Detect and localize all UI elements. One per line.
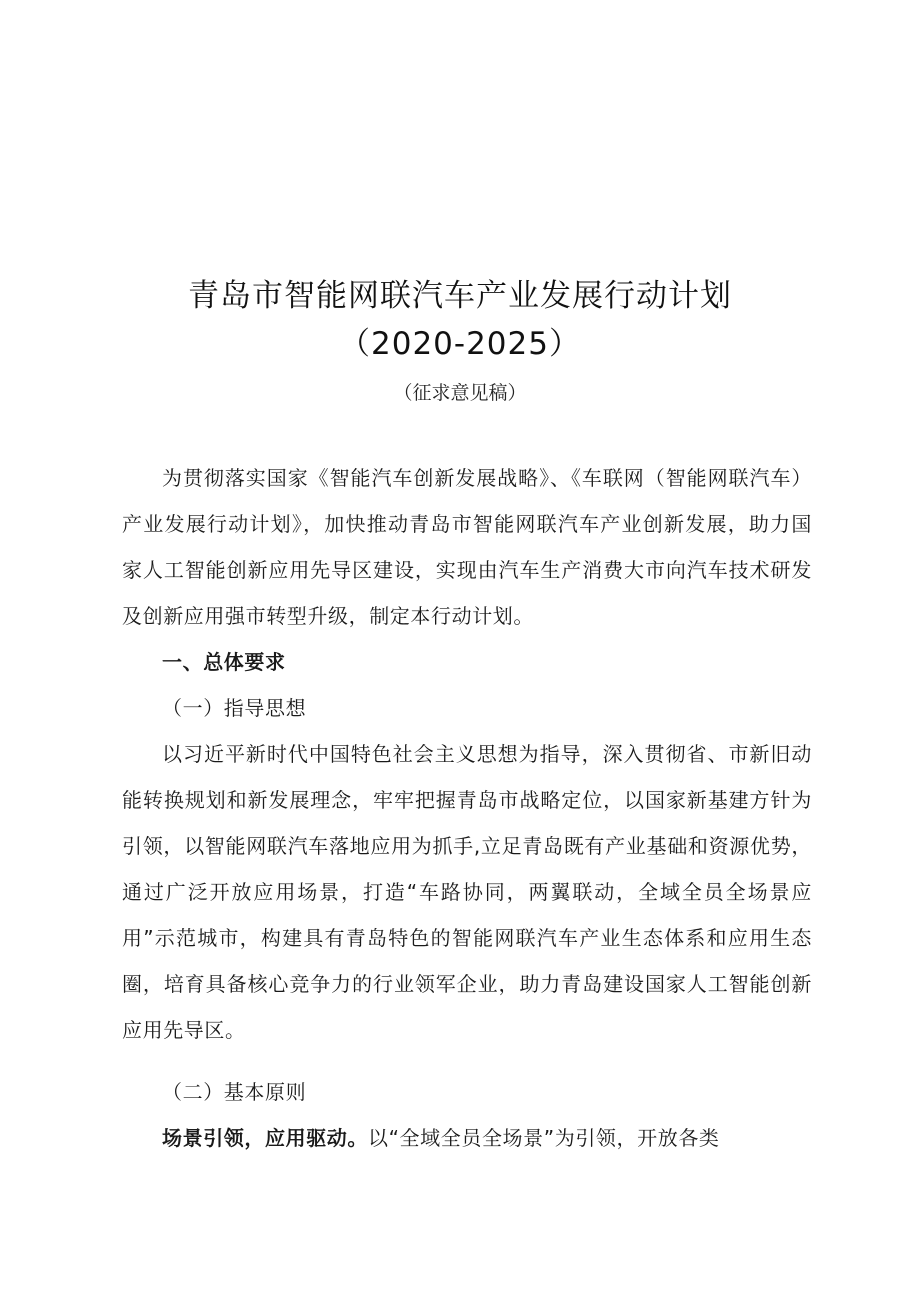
guiding-ideology-paragraph: 以习近平新时代中国特色社会主义思想为指导，深入贯彻省、市新旧动能转换规划和新发展理念，牢牢把握青岛市战略定位，以国家新基建方针为引领，以智能网联汽车落地应用为抓手,立足青岛既有产业基础和资源优势，通过广泛开放应用场景，打造“车路协同，两翼联动，全域全员全场景应用”示范城市，构建具有青岛特色的智能网联汽车产业生态体系和应用生态圈，培育具备核心竞争力的行业领军企业，助力青岛建设国家人工智能创新应用先导区。 <box>122 742 812 1042</box>
paragraph-spacer <box>122 1053 812 1069</box>
intro-paragraph: 为贯彻落实国家《智能汽车创新发展战略》、《车联网（智能网联汽车）产业发展行动计划》，加快推动青岛市智能网联汽车产业创新发展，助力国家人工智能创新应用先导区建设，实现由汽车生产消费大市向汽车技术研发及创新应用强市转型升级，制定本行动计划。 <box>122 466 812 628</box>
document-title-years: （2020-2025） <box>339 326 581 362</box>
subsection-heading: （二）基本原则 <box>162 1080 307 1104</box>
subsection-heading: （一）指导思想 <box>162 696 307 720</box>
principle-lead: 场景引领，应用驱动。 <box>162 1126 368 1150</box>
document-title: 青岛市智能网联汽车产业发展行动计划 <box>188 278 732 314</box>
document-subtitle: （征求意见稿） <box>393 382 527 404</box>
principle-paragraph <box>122 1115 812 1161</box>
document-body <box>122 455 812 1161</box>
principle-text: 以“全域全员全场景”为引领，开放各类 <box>368 1126 720 1150</box>
section-heading: 一、总体要求 <box>162 650 286 674</box>
